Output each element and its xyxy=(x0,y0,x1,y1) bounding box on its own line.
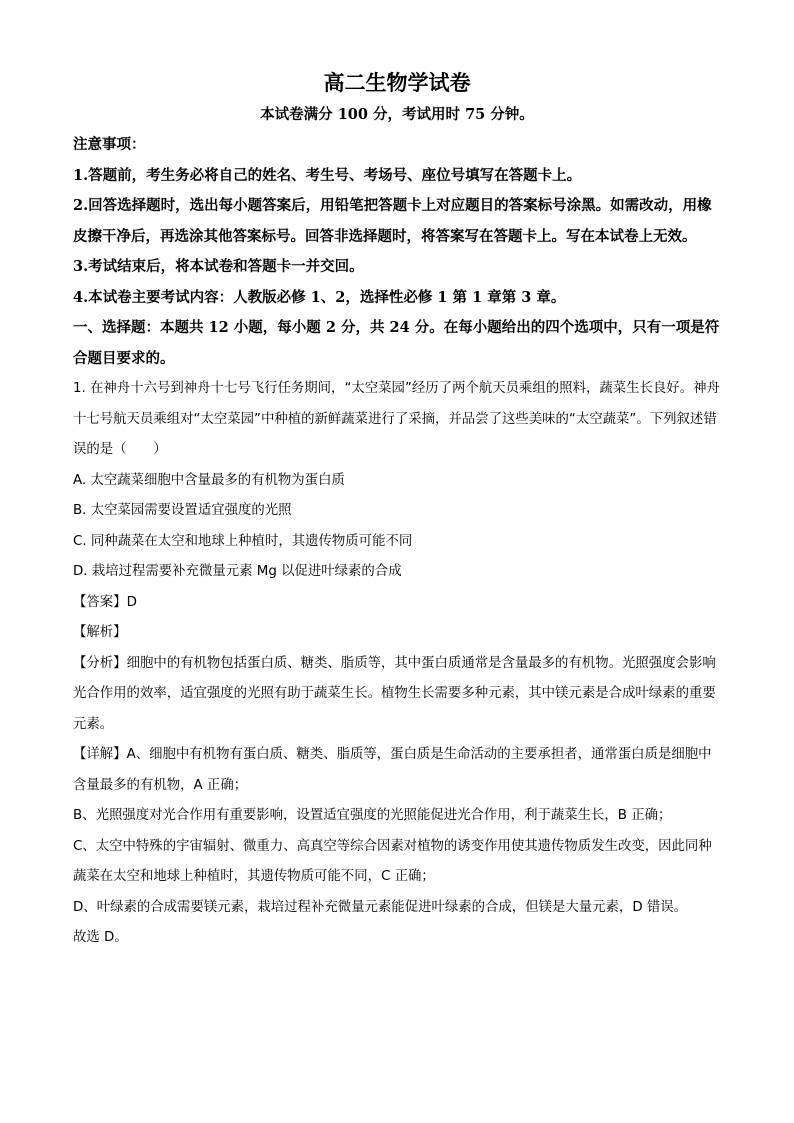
option-b: B. 太空菜园需要设置适宜强度的光照 xyxy=(73,503,292,518)
note-item-1: 1.答题前，考生务必将自己的姓名、考生号、考场号、座位号填写在答题卡上。 xyxy=(73,166,582,184)
analysis-paragraph xyxy=(73,649,721,741)
page-subtitle: 本试卷满分 100 分，考试用时 75 分钟。 xyxy=(260,106,534,123)
page-title: 高二生物学试卷 xyxy=(323,70,471,95)
detail-tag: 【详解】 xyxy=(73,747,127,762)
detail-paragraph-c: C、太空中特殊的宇宙辐射、微重力、高真空等综合因素对植物的诱变作用使其遗传物质发生改变，因此同种蔬菜在太空和地球上种植时，其遗传物质可能不同，C 正确； xyxy=(73,838,712,884)
analysis-text: 细胞中的有机物包括蛋白质、糖类、脂质等，其中蛋白质通常是含量最多的有机物。光照强度会影响光合作用的效率，适宜强度的光照有助于蔬菜生长。植物生长需要多种元素，其中镁元素是合成叶绿素的重要元素。 xyxy=(73,655,716,732)
note-item-4: 4.本试卷主要考试内容：人教版必修 1、2，选择性必修 1 第 1 章第 3 章。 xyxy=(73,288,566,306)
answer-line xyxy=(73,588,721,619)
detail-paragraph-d: D、叶绿素的合成需要镁元素，栽培过程补充微量元素能促进叶绿素的合成，但镁是大量元素，D 错误。 xyxy=(73,899,688,915)
note-item-2: 2.回答选择题时，选出每小题答案后，用铅笔把答题卡上对应题目的答案标号涂黑。如需改动，用橡皮擦干净后，再选涂其他答案标号。回答非选择题时，将答案写在答题卡上。写在本试卷上无效。 xyxy=(73,197,712,245)
section-heading: 一、选择题：本题共 12 小题，每小题 2 分，共 24 分。在每小题给出的四个选项中，只有一项是符合题目要求的。 xyxy=(73,319,720,367)
conclusion-line: 故选 D。 xyxy=(73,930,128,945)
answer-label: 【答案】 xyxy=(73,594,127,610)
notes-heading: 注意事项： xyxy=(73,136,146,153)
option-d: D. 栽培过程需要补充微量元素 Mg 以促进叶绿素的合成 xyxy=(73,564,402,579)
analysis-tag: 【分析】 xyxy=(73,655,127,671)
note-item-3: 3.考试结束后，将本试卷和答题卡一并交回。 xyxy=(73,258,364,275)
detail-a-text: A、细胞中有机物有蛋白质、糖类、脂质等，蛋白质是生命活动的主要承担者，通常蛋白质是细胞中含量最多的有机物，A 正确； xyxy=(73,747,712,793)
analysis-label: 【解析】 xyxy=(73,625,127,640)
option-c: C. 同种蔬菜在太空和地球上种植时，其遗传物质可能不同 xyxy=(73,533,413,549)
answer-value: D xyxy=(126,594,137,610)
option-a: A. 太空蔬菜细胞中含量最多的有机物为蛋白质 xyxy=(73,472,345,488)
detail-paragraph-b: B、光照强度对光合作用有重要影响，设置适宜强度的光照能促进光合作用，利于蔬菜生长，B 正确； xyxy=(73,808,672,823)
detail-paragraph-a xyxy=(73,740,721,801)
question-stem: 1. 在神舟十六号到神舟十七号飞行任务期间，“太空菜园”经历了两个航天员乘组的照料，蔬菜生长良好。神舟十七号航天员乘组对“太空菜园”中种植的新鲜蔬菜进行了采摘，并品尝了这些美味的“太空蔬菜”。下列叙述错误的是（ ） xyxy=(73,381,720,457)
exam-page xyxy=(73,62,721,954)
